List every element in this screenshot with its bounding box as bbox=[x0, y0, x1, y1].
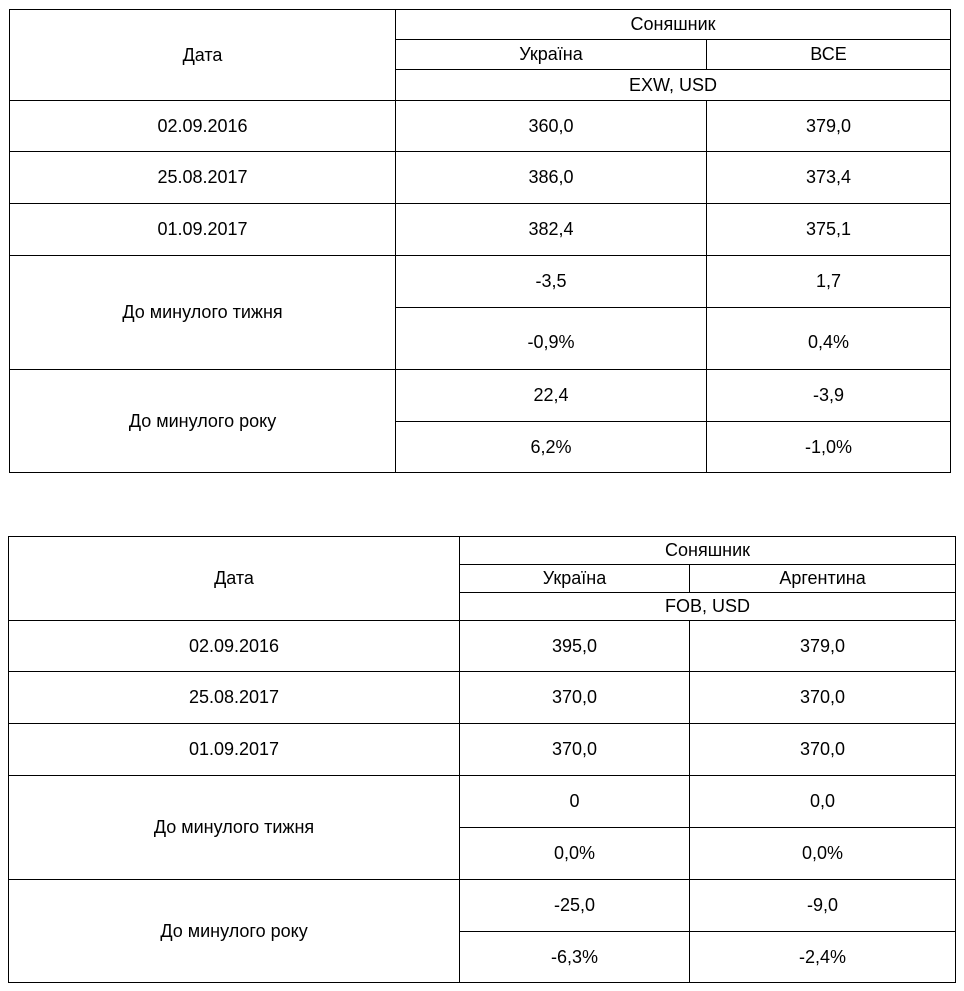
week-change-pct-ukraine: 0,0% bbox=[460, 828, 690, 880]
year-change-abs-argentina: -9,0 bbox=[690, 880, 956, 932]
table-row bbox=[9, 724, 956, 776]
year-change-abs-row bbox=[9, 880, 956, 932]
week-change-abs-ukraine: -3,5 bbox=[396, 256, 707, 308]
year-change-label: До минулого року bbox=[9, 880, 460, 983]
row-date: 25.08.2017 bbox=[9, 672, 460, 724]
week-change-pct-all: 0,4% bbox=[707, 308, 951, 370]
row-value-ukraine: 360,0 bbox=[396, 101, 707, 152]
year-change-pct-ukraine: -6,3% bbox=[460, 932, 690, 983]
row-date: 25.08.2017 bbox=[10, 152, 396, 204]
basis-header: EXW, USD bbox=[396, 70, 951, 101]
week-change-label: До минулого тижня bbox=[10, 256, 396, 370]
country-header-ukraine: Україна bbox=[460, 565, 690, 593]
row-value-ukraine: 382,4 bbox=[396, 204, 707, 256]
fob-price-table bbox=[8, 536, 956, 983]
week-change-label: До минулого тижня bbox=[9, 776, 460, 880]
row-value-argentina: 370,0 bbox=[690, 672, 956, 724]
year-change-abs-ukraine: -25,0 bbox=[460, 880, 690, 932]
row-date: 01.09.2017 bbox=[10, 204, 396, 256]
week-change-abs-all: 1,7 bbox=[707, 256, 951, 308]
country-header-ukraine: Україна bbox=[396, 40, 707, 70]
row-value-ukraine: 370,0 bbox=[460, 672, 690, 724]
row-value-argentina: 379,0 bbox=[690, 621, 956, 672]
country-header-all: ВСЕ bbox=[707, 40, 951, 70]
row-date: 01.09.2017 bbox=[9, 724, 460, 776]
week-change-abs-row bbox=[10, 256, 951, 308]
basis-header: FOB, USD bbox=[460, 593, 956, 621]
row-value-ukraine: 370,0 bbox=[460, 724, 690, 776]
year-change-abs-row bbox=[10, 370, 951, 422]
year-change-pct-ukraine: 6,2% bbox=[396, 422, 707, 473]
date-header: Дата bbox=[10, 10, 396, 101]
row-value-all: 379,0 bbox=[707, 101, 951, 152]
date-header: Дата bbox=[9, 537, 460, 621]
exw-price-table bbox=[9, 9, 951, 473]
table-row bbox=[9, 621, 956, 672]
table-row bbox=[10, 101, 951, 152]
week-change-pct-ukraine: -0,9% bbox=[396, 308, 707, 370]
row-value-ukraine: 395,0 bbox=[460, 621, 690, 672]
week-change-pct-argentina: 0,0% bbox=[690, 828, 956, 880]
year-change-abs-all: -3,9 bbox=[707, 370, 951, 422]
year-change-pct-argentina: -2,4% bbox=[690, 932, 956, 983]
row-value-ukraine: 386,0 bbox=[396, 152, 707, 204]
week-change-abs-row bbox=[9, 776, 956, 828]
crop-header: Соняшник bbox=[396, 10, 951, 40]
table-row bbox=[10, 204, 951, 256]
table-row bbox=[9, 672, 956, 724]
row-date: 02.09.2016 bbox=[9, 621, 460, 672]
row-date: 02.09.2016 bbox=[10, 101, 396, 152]
week-change-abs-ukraine: 0 bbox=[460, 776, 690, 828]
week-change-abs-argentina: 0,0 bbox=[690, 776, 956, 828]
year-change-pct-all: -1,0% bbox=[707, 422, 951, 473]
year-change-abs-ukraine: 22,4 bbox=[396, 370, 707, 422]
crop-header: Соняшник bbox=[460, 537, 956, 565]
year-change-label: До минулого року bbox=[10, 370, 396, 473]
row-value-all: 373,4 bbox=[707, 152, 951, 204]
row-value-argentina: 370,0 bbox=[690, 724, 956, 776]
country-header-argentina: Аргентина bbox=[690, 565, 956, 593]
table-row bbox=[10, 152, 951, 204]
row-value-all: 375,1 bbox=[707, 204, 951, 256]
